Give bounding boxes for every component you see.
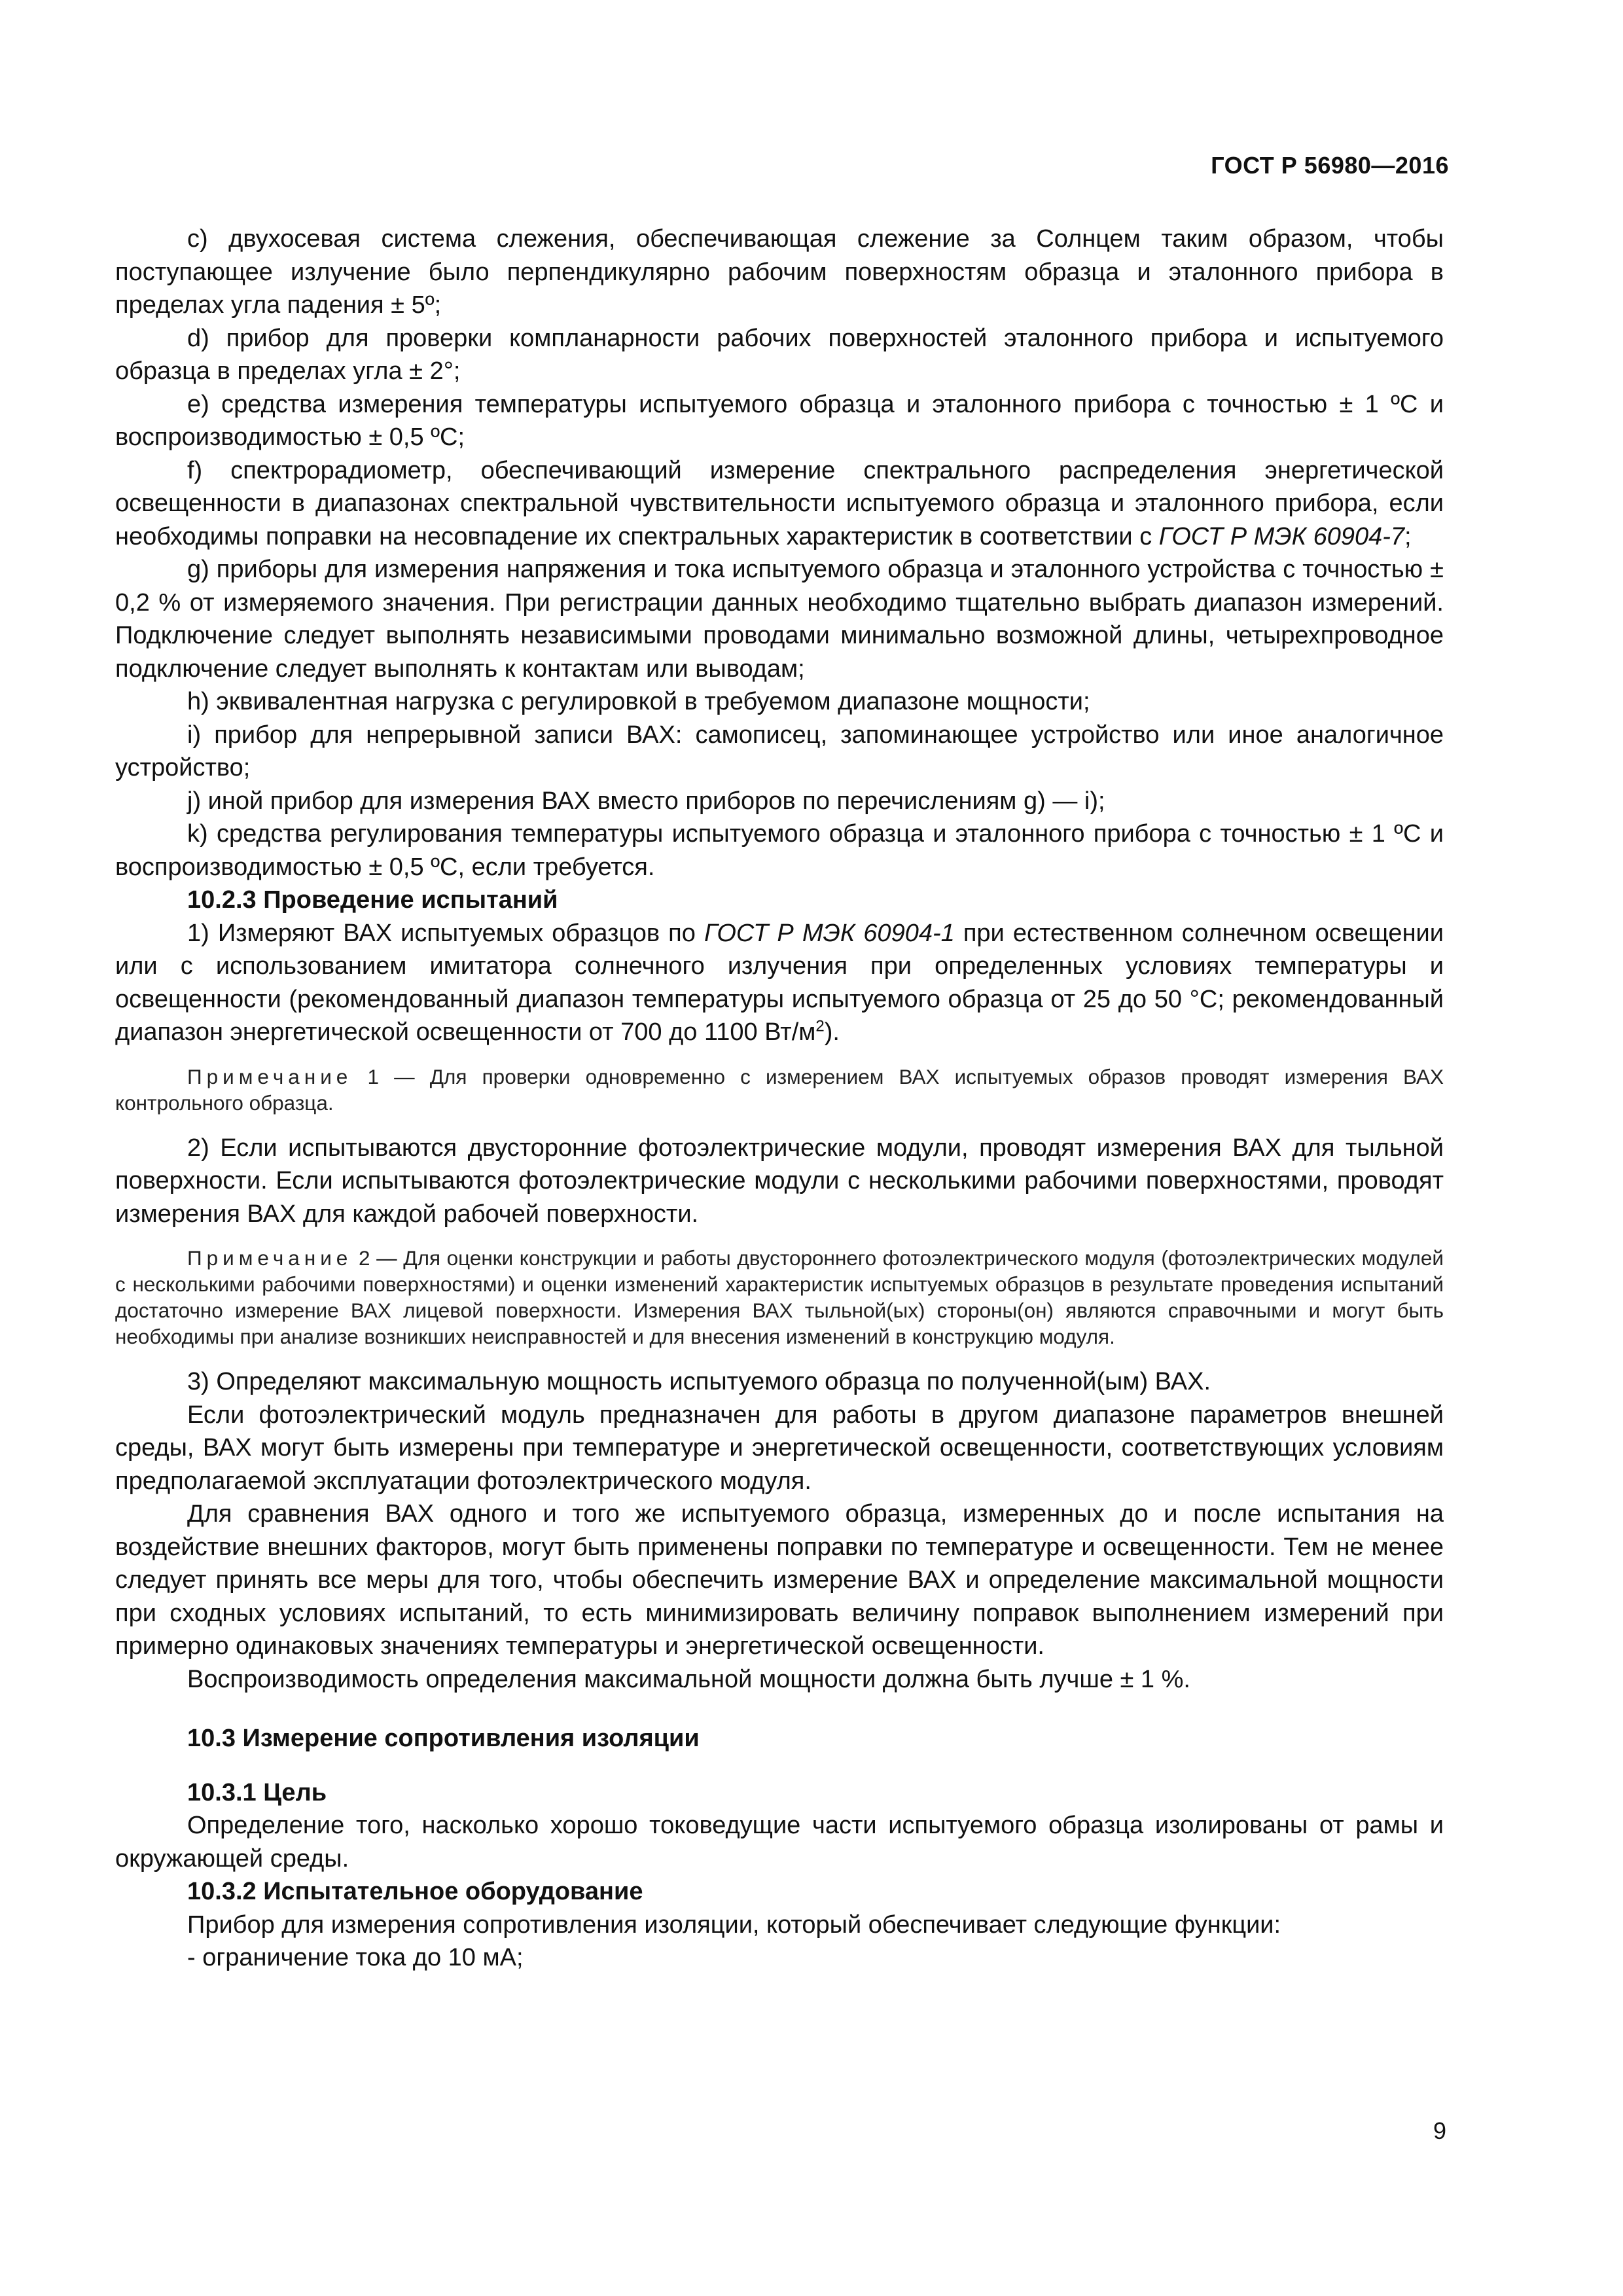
paragraph-1-rest: при естественном солнечном освещении или с использованием имитатора солнечного излучения при определенных условиях температуры и освещенности (рекомендованный диапазон температуры испытуемого образца от 25 до 50 °С; рекомендованный диапазон энергетической освещенности от 700 до 1100 Вт/м bbox=[115, 919, 1444, 1046]
page-number: 9 bbox=[1433, 2117, 1446, 2144]
list-item-j: j) иной прибор для измерения ВАХ вместо приборов по перечислениям g) — i); bbox=[187, 787, 1105, 815]
list-item-current-limit: - ограничение тока до 10 мА; bbox=[187, 1944, 524, 1971]
list-item-i: i) прибор для непрерывной записи ВАХ: самописец, запоминающее устройство или иное аналогичное устройство; bbox=[115, 721, 1444, 781]
section-heading-10-3-2: 10.3.2 Испытательное оборудование bbox=[187, 1878, 643, 1905]
superscript: 2 bbox=[815, 1017, 825, 1035]
list-item-f-text: f) спектрорадиометр, обеспечивающий измерение спектрального распределения энергетической освещенности в диапазонах спектральной чувствительности испытуемого образца и эталонного прибора, если необходимы поправки на несовпадение их спектральных характеристик в соответствии с bbox=[115, 456, 1444, 550]
paragraph-goal: Определение того, насколько хорошо токоведущие части испытуемого образца изолированы от рамы и окружающей среды. bbox=[115, 1812, 1444, 1873]
paragraph-1-start: 1) Измеряют ВАХ испытуемых образцов по bbox=[187, 919, 696, 947]
list-item-f-end: ; bbox=[1404, 522, 1412, 550]
paragraph-3: 3) Определяют максимальную мощность испытуемого образца по полученной(ым) ВАХ. bbox=[187, 1368, 1211, 1395]
standard-reference: ГОСТ Р МЭК 60904-7 bbox=[1158, 522, 1405, 550]
paragraph-1-end: ). bbox=[824, 1018, 840, 1046]
note-text: 2 — Для оценки конструкции и работы двустороннего фотоэлектрического модуля (фотоэлектрических модулей с несколькими рабочими поверхностями) и оценки изменений характеристик испытуемых образцов в результате проведения испытаний достаточно измерение ВАХ лицевой поверхности. Измерения ВАХ тыльной(ых) стороны(он) являются справочными и могут быть необходимы при анализе возникших неисправностей и для внесения изменений в конструкцию модуля. bbox=[115, 1246, 1444, 1348]
list-item-f bbox=[115, 454, 1444, 554]
note-2 bbox=[115, 1245, 1444, 1350]
list-item-h: h) эквивалентная нагрузка с регулировкой в требуемом диапазоне мощности; bbox=[187, 688, 1090, 715]
list-item-e: e) средства измерения температуры испытуемого образца и эталонного прибора с точностью ± 1 ºС и воспроизводимостью ± 0,5 ºС; bbox=[115, 390, 1444, 451]
paragraph-2: 2) Если испытываются двусторонние фотоэлектрические модули, проводят измерения ВАХ для тыльной поверхности. Если испытываются фотоэлектрические модули с несколькими рабочими поверхностями, проводят измерения ВАХ для каждой рабочей поверхности. bbox=[115, 1134, 1444, 1228]
section-heading-10-3-1: 10.3.1 Цель bbox=[187, 1778, 327, 1806]
paragraph-5: Для сравнения ВАХ одного и того же испытуемого образца, измеренных до и после испытания на воздействие внешних факторов, могут быть применены поправки по температуре и освещенности. Тем не менее следует принять все меры для того, чтобы обеспечить измерение ВАХ и определение максимальной мощности при сходных условиях испытаний, то есть минимизировать величину поправок выполнением измерений при примерно одинаковых значениях температуры и энергетической освещенности. bbox=[115, 1500, 1444, 1660]
document-body bbox=[115, 223, 1444, 1975]
standard-reference: ГОСТ Р МЭК 60904-1 bbox=[704, 919, 955, 947]
paragraph-4: Если фотоэлектрический модуль предназначен для работы в другом диапазоне параметров внешней среды, ВАХ могут быть измерены при температуре и энергетической освещенности, соответствующих условиям предполагаемой эксплуатации фотоэлектрического модуля. bbox=[115, 1401, 1444, 1495]
section-heading-10-3: 10.3 Измерение сопротивления изоляции bbox=[187, 1725, 700, 1752]
section-heading-10-2-3: 10.2.3 Проведение испытаний bbox=[187, 886, 558, 914]
note-label: Примечание bbox=[187, 1246, 353, 1270]
paragraph-equipment: Прибор для измерения сопротивления изоляции, который обеспечивает следующие функции: bbox=[187, 1910, 1281, 1939]
document-number-header: ГОСТ Р 56980—2016 bbox=[1211, 152, 1449, 179]
paragraph-6: Воспроизводимость определения максимальной мощности должна быть лучше ± 1 %. bbox=[187, 1665, 1190, 1693]
note-text: 1 — Для проверки одновременно с измерением ВАХ испытуемых образов проводят измерения ВАХ контрольного образца. bbox=[115, 1064, 1444, 1115]
list-item-g: g) приборы для измерения напряжения и тока испытуемого образца и эталонного устройства с точностью ± 0,2 % от измеряемого значения. При регистрации данных необходимо тщательно выбрать диапазон измерений. Подключение следует выполнять независимыми проводами минимально возможной длины, четырехпроводное подключение следует выполнять к контактам или выводам; bbox=[115, 556, 1444, 683]
list-item-c: c) двухосевая система слежения, обеспечивающая слежение за Солнцем таким образом, чтобы поступающее излучение было перпендикулярно рабочим поверхностям образца и эталонного прибора в пределах угла падения ± 5º; bbox=[115, 225, 1444, 319]
note-1 bbox=[115, 1064, 1444, 1116]
list-item-k: k) средства регулирования температуры испытуемого образца и эталонного прибора с точностью ± 1 ºС и воспроизводимостью ± 0,5 ºС, если требуется. bbox=[115, 820, 1444, 881]
note-label: Примечание bbox=[187, 1064, 353, 1088]
paragraph-1 bbox=[115, 917, 1444, 1049]
list-item-d: d) прибор для проверки компланарности рабочих поверхностей эталонного прибора и испытуемого образца в пределах угла ± 2°; bbox=[115, 324, 1444, 385]
